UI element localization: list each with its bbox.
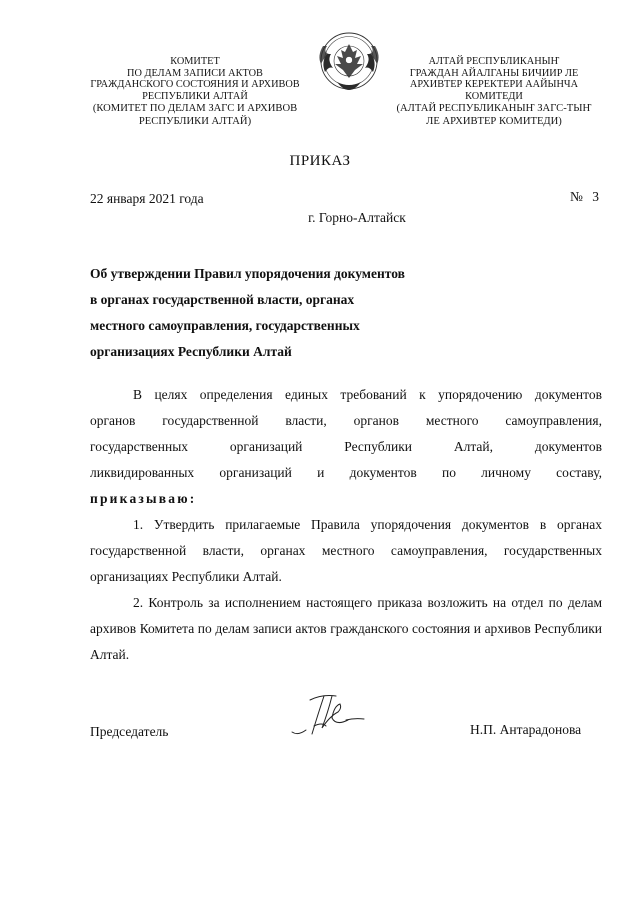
header-left-ru (82, 56, 308, 128)
header-left-line: ПО ДЕЛАМ ЗАПИСИ АКТОВ (127, 67, 263, 79)
document-title: ПРИКАЗ (289, 153, 351, 169)
coat-of-arms-icon (311, 24, 387, 98)
header-right-line: ГРАЖДАН АЙАЛГАНЫ БИЧИИР ЛЕ (409, 67, 579, 79)
document-date: 22 января 2021 года (90, 191, 204, 206)
signatory-role: Председатель (90, 724, 169, 739)
preamble-paragraph (90, 382, 602, 512)
header-right-line: ЛЕ АРХИВТЕР КОМИТЕДИ) (426, 115, 562, 127)
header-left-line: ГРАЖДАНСКОГО СОСТОЯНИЯ И АРХИВОВ (90, 79, 300, 91)
header-right-line: КОМИТЕДИ (465, 90, 523, 102)
header-right-line: (АЛТАЙ РЕСПУБЛИКАНЫҤ ЗАГС-ТЫҤ (396, 103, 592, 115)
decree-word: приказываю: (90, 491, 197, 506)
header-left-line: РЕСПУБЛИКИ АЛТАЙ (142, 90, 248, 102)
clause-2-paragraph: 2. Контроль за исполнением настоящего приказа возложить на отдел по делам архивов Комитета по делам записи актов гражданского состояния и архивов Республики Алтай. (90, 595, 602, 662)
subject-line: местного самоуправления, государственных (90, 318, 360, 333)
document-subject (90, 261, 510, 365)
preamble-line: государственных организаций Республики Алтай, документов (90, 439, 602, 454)
subject-line: Об утверждении Правил упорядочения документов (90, 266, 405, 281)
header-left-line: (КОМИТЕТ ПО ДЕЛАМ ЗАГС И АРХИВОВ (92, 103, 298, 115)
handwritten-signature-icon (288, 686, 368, 742)
header-right-line: АРХИВТЕР КЕРЕКТЕРИ ААЙЫНЧА (409, 79, 579, 91)
preamble-line: органов государственной власти, органов местного самоуправления, (90, 413, 602, 428)
preamble-line: В целях определения единых требований к упорядочению документов (133, 387, 602, 402)
header-right-alt (396, 56, 592, 128)
subject-line: в органах государственной власти, органах (90, 292, 355, 307)
clause-1-paragraph: 1. Утвердить прилагаемые Правила упорядочения документов в органах государственной власти, органах местного самоуправления, государственных организациях Республики Алтай. (90, 517, 602, 584)
subject-line: организациях Республики Алтай (90, 344, 292, 359)
header-left-line: КОМИТЕТ (170, 56, 220, 67)
preamble-line: ликвидированных организаций и документов по личному составу, (90, 465, 602, 480)
document-city: г. Горно-Алтайск (308, 210, 406, 225)
document-number: № 3 (570, 189, 600, 204)
header-left-line: РЕСПУБЛИКИ АЛТАЙ) (138, 115, 252, 127)
signatory-name: Н.П. Антарадонова (470, 722, 582, 737)
header-right-line: АЛТАЙ РЕСПУБЛИКАНЫҤ (428, 56, 560, 67)
